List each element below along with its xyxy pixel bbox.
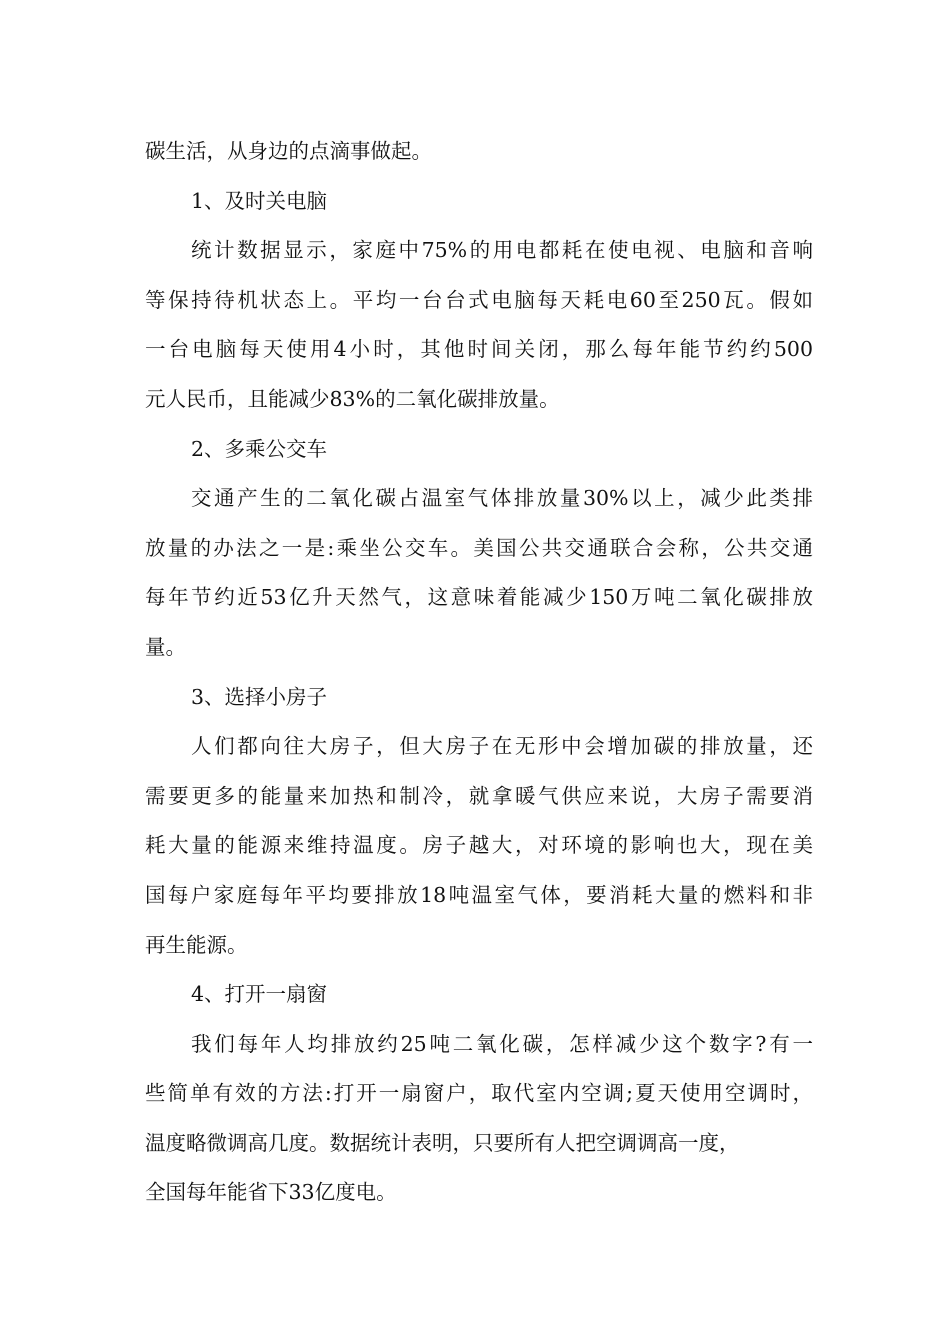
section-3-line-5: 再生能源。 — [145, 932, 248, 957]
section-heading-4: 4、打开一扇窗 — [191, 982, 328, 1007]
section-3-line-1: 人们都向往大房子，但大房子在无形中会增加碳的排放量，还 — [191, 734, 813, 759]
section-1-line-2: 等保持待机状态上。平均一台台式电脑每天耗电60至250瓦。假如 — [145, 287, 813, 312]
section-2-line-4: 量。 — [145, 634, 186, 659]
section-4-line-2: 些简单有效的方法:打开一扇窗户，取代室内空调;夏天使用空调时， — [145, 1081, 813, 1106]
section-2-line-2: 放量的办法之一是:乘坐公交车。美国公共交通联合会称，公共交通 — [145, 535, 813, 560]
section-1-line-3: 一台电脑每天使用4小时，其他时间关闭，那么每年能节约约500 — [145, 337, 813, 362]
section-heading-3: 3、选择小房子 — [191, 684, 328, 709]
intro-line: 碳生活，从身边的点滴事做起。 — [145, 139, 432, 163]
section-4-line-1: 我们每年人均排放约25吨二氧化碳，怎样减少这个数字?有一 — [191, 1031, 813, 1056]
section-3-line-2: 需要更多的能量来加热和制冷，就拿暖气供应来说，大房子需要消 — [145, 783, 813, 808]
section-heading-1: 1、及时关电脑 — [191, 188, 328, 213]
document-body — [145, 127, 813, 1218]
section-2-line-3: 每年节约近53亿升天然气，这意味着能减少150万吨二氧化碳排放 — [145, 585, 813, 610]
section-3-line-3: 耗大量的能源来维持温度。房子越大，对环境的影响也大，现在美 — [145, 833, 813, 858]
section-3-line-4: 国每户家庭每年平均要排放18吨温室气体，要消耗大量的燃料和非 — [145, 882, 813, 907]
section-4-line-3: 温度略微调高几度。数据统计表明，只要所有人把空调调高一度， — [145, 1130, 740, 1155]
section-1-line-1: 统计数据显示，家庭中75%的用电都耗在使电视、电脑和音响 — [191, 238, 813, 263]
section-1-line-4: 元人民币，且能减少83%的二氧化碳排放量。 — [145, 386, 560, 411]
section-heading-2: 2、多乘公交车 — [191, 436, 328, 461]
section-2-line-1: 交通产生的二氧化碳占温室气体排放量30%以上，减少此类排 — [191, 486, 813, 511]
section-4-line-4: 全国每年能省下33亿度电。 — [145, 1180, 397, 1205]
